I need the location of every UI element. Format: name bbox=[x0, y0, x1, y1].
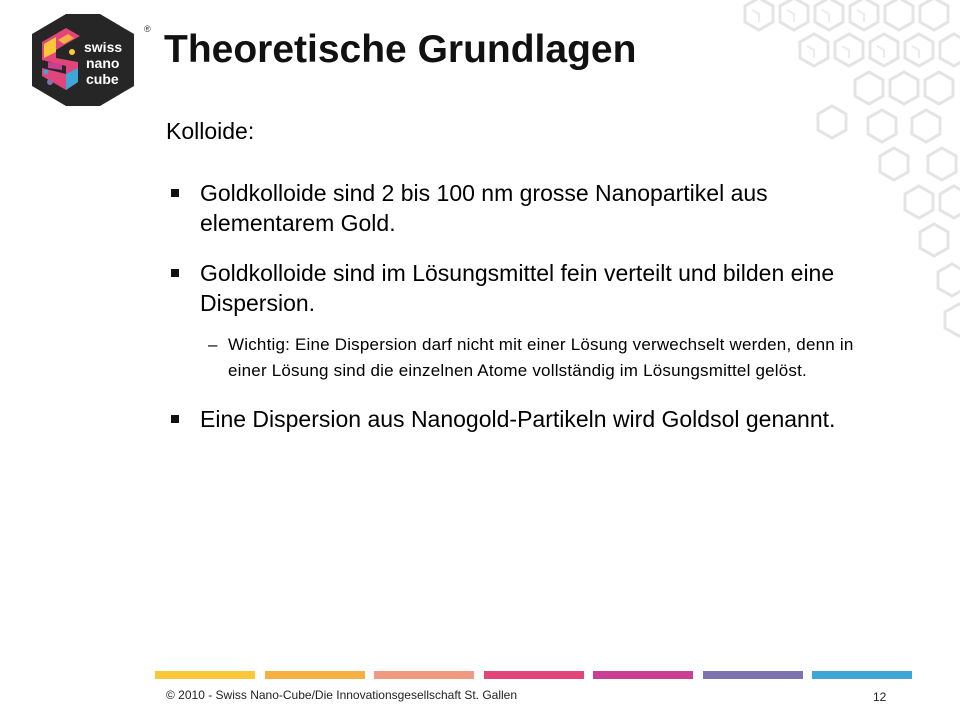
swiss-nano-cube-logo bbox=[22, 12, 154, 108]
logo-text-nano: nano bbox=[86, 55, 120, 71]
bullet-text: Eine Dispersion aus Nanogold-Partikeln wird Goldsol genannt. bbox=[200, 406, 836, 432]
footer-stripe bbox=[812, 671, 912, 679]
footer-stripe bbox=[265, 671, 365, 679]
bullet-list bbox=[166, 178, 886, 454]
copyright-notice: © 2010 - Swiss Nano-Cube/Die Innovationsgesellschaft St. Gallen bbox=[166, 688, 518, 702]
sub-bullet-item bbox=[208, 332, 886, 384]
page-number: 12 bbox=[873, 690, 887, 704]
square-bullet-icon bbox=[171, 415, 179, 423]
square-bullet-icon bbox=[171, 189, 179, 197]
bullet-item bbox=[166, 258, 886, 318]
footer-stripe bbox=[484, 671, 584, 679]
registered-mark: ® bbox=[144, 24, 151, 34]
footer-stripe bbox=[593, 671, 693, 679]
bullet-item bbox=[166, 404, 886, 434]
bullet-text: Goldkolloide sind 2 bis 100 nm grosse Nanopartikel aus elementarem Gold. bbox=[200, 180, 768, 236]
footer-stripe bbox=[703, 671, 803, 679]
logo-text-cube: cube bbox=[86, 71, 119, 87]
slide-title: Theoretische Grundlagen bbox=[164, 28, 637, 71]
dash-bullet-icon: – bbox=[208, 335, 218, 354]
bullet-text: Goldkolloide sind im Lösungsmittel fein verteilt und bilden eine Dispersion. bbox=[200, 260, 835, 316]
footer-color-stripes bbox=[155, 671, 915, 679]
footer-stripe bbox=[374, 671, 474, 679]
section-heading: Kolloide: bbox=[166, 118, 255, 144]
footer-stripe bbox=[155, 671, 255, 679]
logo-text-swiss: swiss bbox=[84, 39, 123, 55]
square-bullet-icon bbox=[171, 269, 179, 277]
sub-bullet-text: Wichtig: Eine Dispersion darf nicht mit einer Lösung verwechselt werden, denn in einer Lösung sind die einzelnen Atome vollständig im Lösungsmittel gelöst. bbox=[228, 335, 854, 380]
bullet-item bbox=[166, 178, 886, 238]
